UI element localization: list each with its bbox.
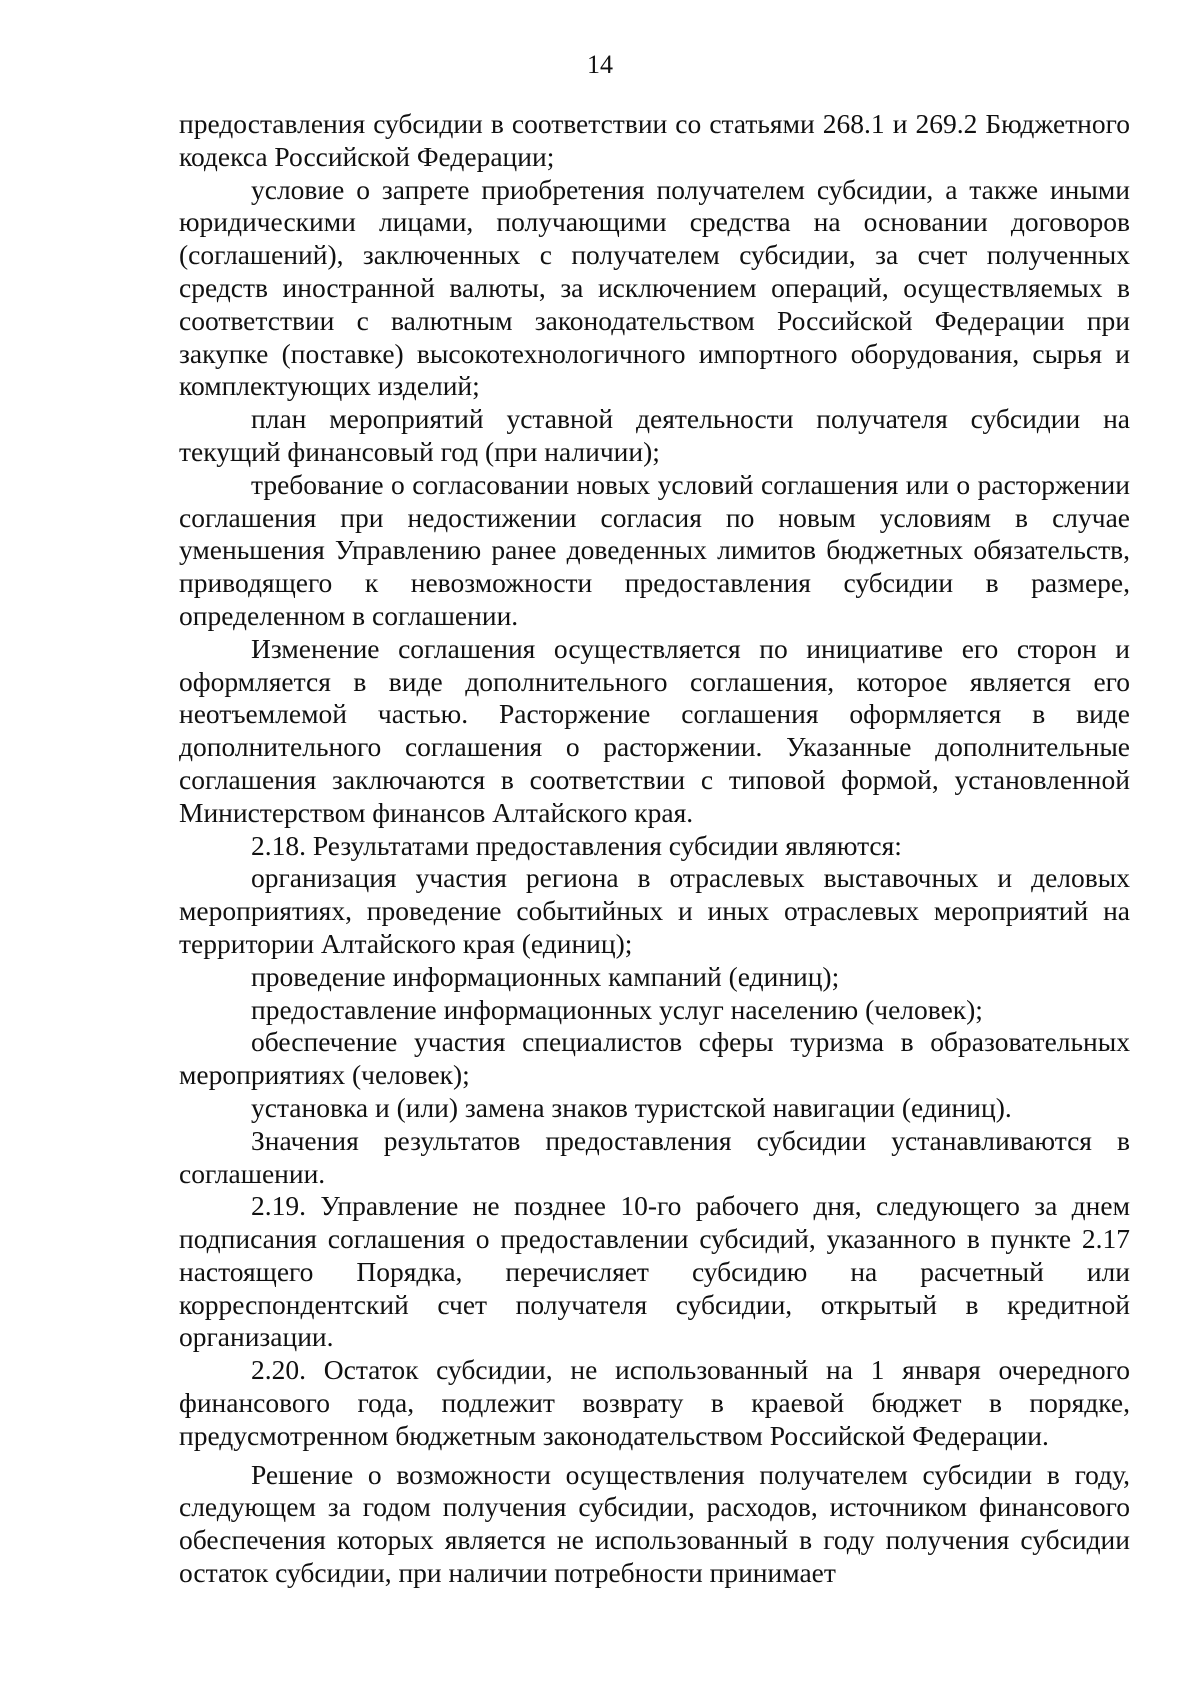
paragraph: план мероприятий уставной деятельности получателя субсидии на текущий финансовый год (при наличии);: [179, 403, 1130, 467]
paragraph: 2.20. Остаток субсидии, не использованный на 1 января очередного финансового года, подлежит возврату в краевой бюджет в порядке, предусмотренном бюджетным законодательством Российской Федерации.: [179, 1354, 1130, 1451]
paragraph: проведение информационных кампаний (единиц);: [251, 960, 840, 992]
paragraph: организация участия региона в отраслевых выставочных и деловых мероприятиях, проведение событийных и иных отраслевых мероприятий на территории Алтайского края (единиц);: [179, 862, 1130, 959]
paragraph: Значения результатов предоставления субсидии устанавливаются в соглашении.: [179, 1124, 1130, 1189]
page-number: 14: [587, 50, 613, 79]
paragraph: предоставления субсидии в соответствии со статьями 268.1 и 269.2 Бюджетного кодекса Российской Федерации;: [179, 108, 1130, 172]
paragraph: предоставление информационных услуг населению (человек);: [251, 993, 983, 1025]
paragraph: 2.19. Управление не позднее 10-го рабочего дня, следующего за днем подписания соглашения о предоставлении субсидий, указанного в пункте 2.17 настоящего Порядка, перечисляет субсидию на расчетный или корреспондентский счет получателя субсидии, открытый в кредитной организации.: [179, 1190, 1130, 1353]
paragraph: установка и (или) замена знаков туристской навигации (единиц).: [251, 1091, 1012, 1123]
body-text: [179, 108, 1130, 1590]
paragraph: Решение о возможности осуществления получателем субсидии в году, следующем за годом получения субсидии, расходов, источником финансового обеспечения которых является не использованный в году получения субсидии остаток субсидии, при наличии потребности принимает: [179, 1458, 1130, 1589]
paragraph: Изменение соглашения осуществляется по инициативе его сторон и оформляется в виде дополнительного соглашения, которое является его неотъемлемой частью. Расторжение соглашения оформляется в виде дополнительного соглашения о расторжении. Указанные дополнительные соглашения заключаются в соответствии с типовой формой, установленной Министерством финансов Алтайского края.: [179, 632, 1130, 828]
paragraph: 2.18. Результатами предоставления субсидии являются:: [251, 829, 902, 861]
paragraph: обеспечение участия специалистов сферы туризма в образовательных мероприятиях (человек);: [179, 1026, 1130, 1091]
paragraph: условие о запрете приобретения получателем субсидии, а также иными юридическими лицами, получающими средства на основании договоров (соглашений), заключенных с получателем субсидии, за счет полученных средств иностранной валюты, за исключением операций, осуществляемых в соответствии с валютным законодательством Российской Федерации при закупке (поставке) высокотехнологичного импортного оборудования, сырья и комплектующих изделий;: [179, 173, 1130, 402]
paragraph: требование о согласовании новых условий соглашения или о расторжении соглашения при недостижении согласия по новым условиям в случае уменьшения Управлению ранее доведенных лимитов бюджетных обязательств, приводящего к невозможности предоставления субсидии в размере, определенном в соглашении.: [179, 468, 1130, 631]
